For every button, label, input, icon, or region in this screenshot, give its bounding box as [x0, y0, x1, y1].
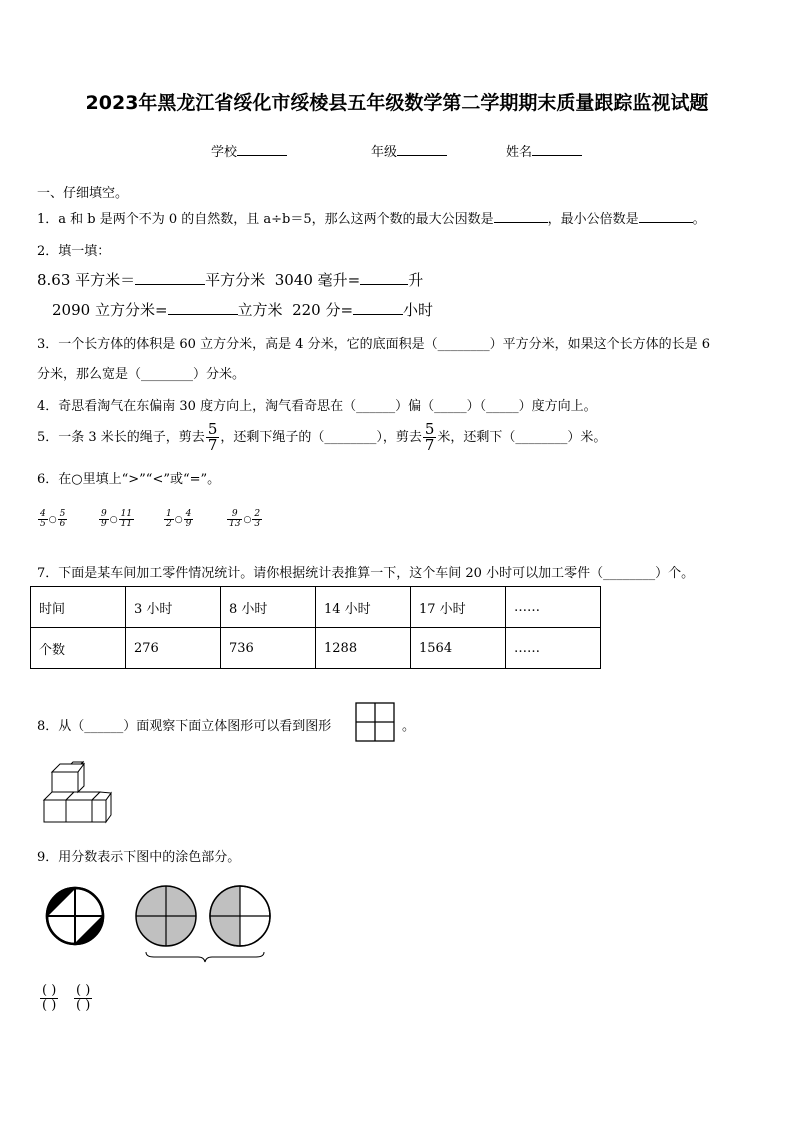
question-9: 9．用分数表示下图中的涂色部分。 [37, 850, 241, 865]
question-8-a: 8．从（______）面观察下面立体图形可以看到图形 [37, 719, 332, 734]
q1-blank-gcd [494, 210, 548, 223]
q2-l2c: 220 分= [292, 301, 354, 319]
q1-text-c: 。 [692, 212, 706, 227]
q2-blank-4 [353, 302, 403, 315]
answer-2-den: ( ) [76, 998, 91, 1014]
answer-2-num: ( ) [76, 983, 91, 998]
answer-fraction-1 [40, 984, 68, 1014]
table-cell: 3 小时 [126, 587, 221, 628]
school-field [211, 141, 287, 160]
compare-item-4: $\frac{9}{13}$ ○ $\frac{2}{3}$ [229, 509, 261, 529]
quarter-circle-figure [44, 885, 106, 947]
question-8-b: 。 [402, 719, 416, 734]
compare-item-3: $\frac{1}{2}$ ○ $\frac{4}{9}$ [166, 509, 192, 529]
shaded-circle-2 [208, 884, 272, 948]
grade-blank [397, 143, 447, 156]
name-field [506, 141, 582, 160]
question-4: 4．奇思看淘气在东偏南 30 度方向上，淘气看奇思在（______）偏（_____）（_____）度方向上。 [37, 399, 597, 414]
section-heading: 一、仔细填空。 [37, 186, 129, 201]
q2-blank-3 [168, 302, 238, 315]
question-5 [37, 422, 606, 453]
q1-text-a: 1．a 和 b 是两个不为 0 的自然数，且 a÷b＝5，那么这两个数的最大公因数是 [37, 212, 494, 227]
table-cell: 736 [221, 628, 316, 669]
compare-item-1: $\frac{4}{5}$ ○ $\frac{5}{6}$ [40, 509, 66, 529]
q2-l2a: 2090 立方分米= [52, 301, 168, 319]
view-grid-icon [355, 702, 397, 744]
q2-l1d: 升 [408, 271, 424, 289]
answer-1-num: ( ) [42, 983, 57, 998]
q3-line-1: 3．一个长方体的体积是 60 立方分米，高是 4 分米，它的底面积是（________）平方分米，如果这个长方体的长是 6 [37, 337, 711, 352]
q3-line-2: 分米，那么宽是（________）分米。 [37, 367, 246, 382]
compare-item-2: $\frac{9}{9}$ ○ $\frac{11}{11}$ [101, 509, 133, 529]
q2-heading: 2．填一填： [37, 244, 111, 259]
question-7: 7．下面是某车间加工零件情况统计。请你根据统计表推算一下，这个车间 20 小时可以加工零件（________）个。 [37, 566, 695, 581]
q5-fraction-1 [206, 422, 220, 453]
question-1 [37, 208, 706, 227]
table-cell: 276 [126, 628, 221, 669]
cube-stack-figure [40, 760, 112, 826]
school-blank [237, 143, 287, 156]
q5-frac1-num: 5 [207, 420, 218, 438]
q5-text-a: 5．一条 3 米长的绳子，剪去 [37, 430, 205, 445]
q1-text-b: ，最小公倍数是 [547, 212, 639, 227]
answer-1-den: ( ) [42, 998, 57, 1014]
q2-line-2 [52, 299, 433, 320]
q2-line-1 [37, 269, 423, 290]
school-label: 学校 [211, 145, 238, 160]
table-row [31, 587, 601, 628]
q5-text-b: ，还剩下绳子的（________），剪去 [220, 430, 422, 445]
q5-fraction-2 [423, 422, 437, 453]
q2-blank-1 [135, 272, 205, 285]
table-row [31, 628, 601, 669]
table-cell: 1288 [316, 628, 411, 669]
q5-text-c: 米，还剩下（________）米。 [437, 430, 607, 445]
brace-icon [144, 950, 266, 964]
table-cell: …… [506, 587, 601, 628]
q2-blank-2 [360, 272, 408, 285]
q5-frac2-num: 5 [424, 420, 435, 438]
grade-label: 年级 [371, 145, 398, 160]
table-cell: …… [506, 628, 601, 669]
q5-frac2-den: 7 [424, 436, 435, 454]
page-title: 2023年黑龙江省绥化市绥棱县五年级数学第二学期期末质量跟踪监视试题 [85, 92, 709, 114]
table-cell: 17 小时 [411, 587, 506, 628]
stats-table [30, 586, 601, 669]
question-6: 6．在○里填上“>”“<”或“=”。 [37, 472, 221, 487]
grade-field [371, 141, 447, 160]
name-blank [532, 143, 582, 156]
q2-l2d: 小时 [403, 301, 434, 319]
table-cell: 时间 [31, 587, 126, 628]
shaded-circle-1 [134, 884, 198, 948]
table-cell: 1564 [411, 628, 506, 669]
q1-blank-lcm [639, 210, 693, 223]
q2-l2b: 立方米 [237, 301, 283, 319]
table-cell: 个数 [31, 628, 126, 669]
q2-l1b: 平方分米 [205, 271, 266, 289]
q5-frac1-den: 7 [207, 436, 218, 454]
q2-l1c: 3040 毫升= [274, 271, 361, 289]
answer-fraction-2 [74, 984, 102, 1014]
name-label: 姓名 [506, 145, 533, 160]
table-cell: 14 小时 [316, 587, 411, 628]
q2-l1a: 8.63 平方米＝ [37, 271, 136, 289]
table-cell: 8 小时 [221, 587, 316, 628]
